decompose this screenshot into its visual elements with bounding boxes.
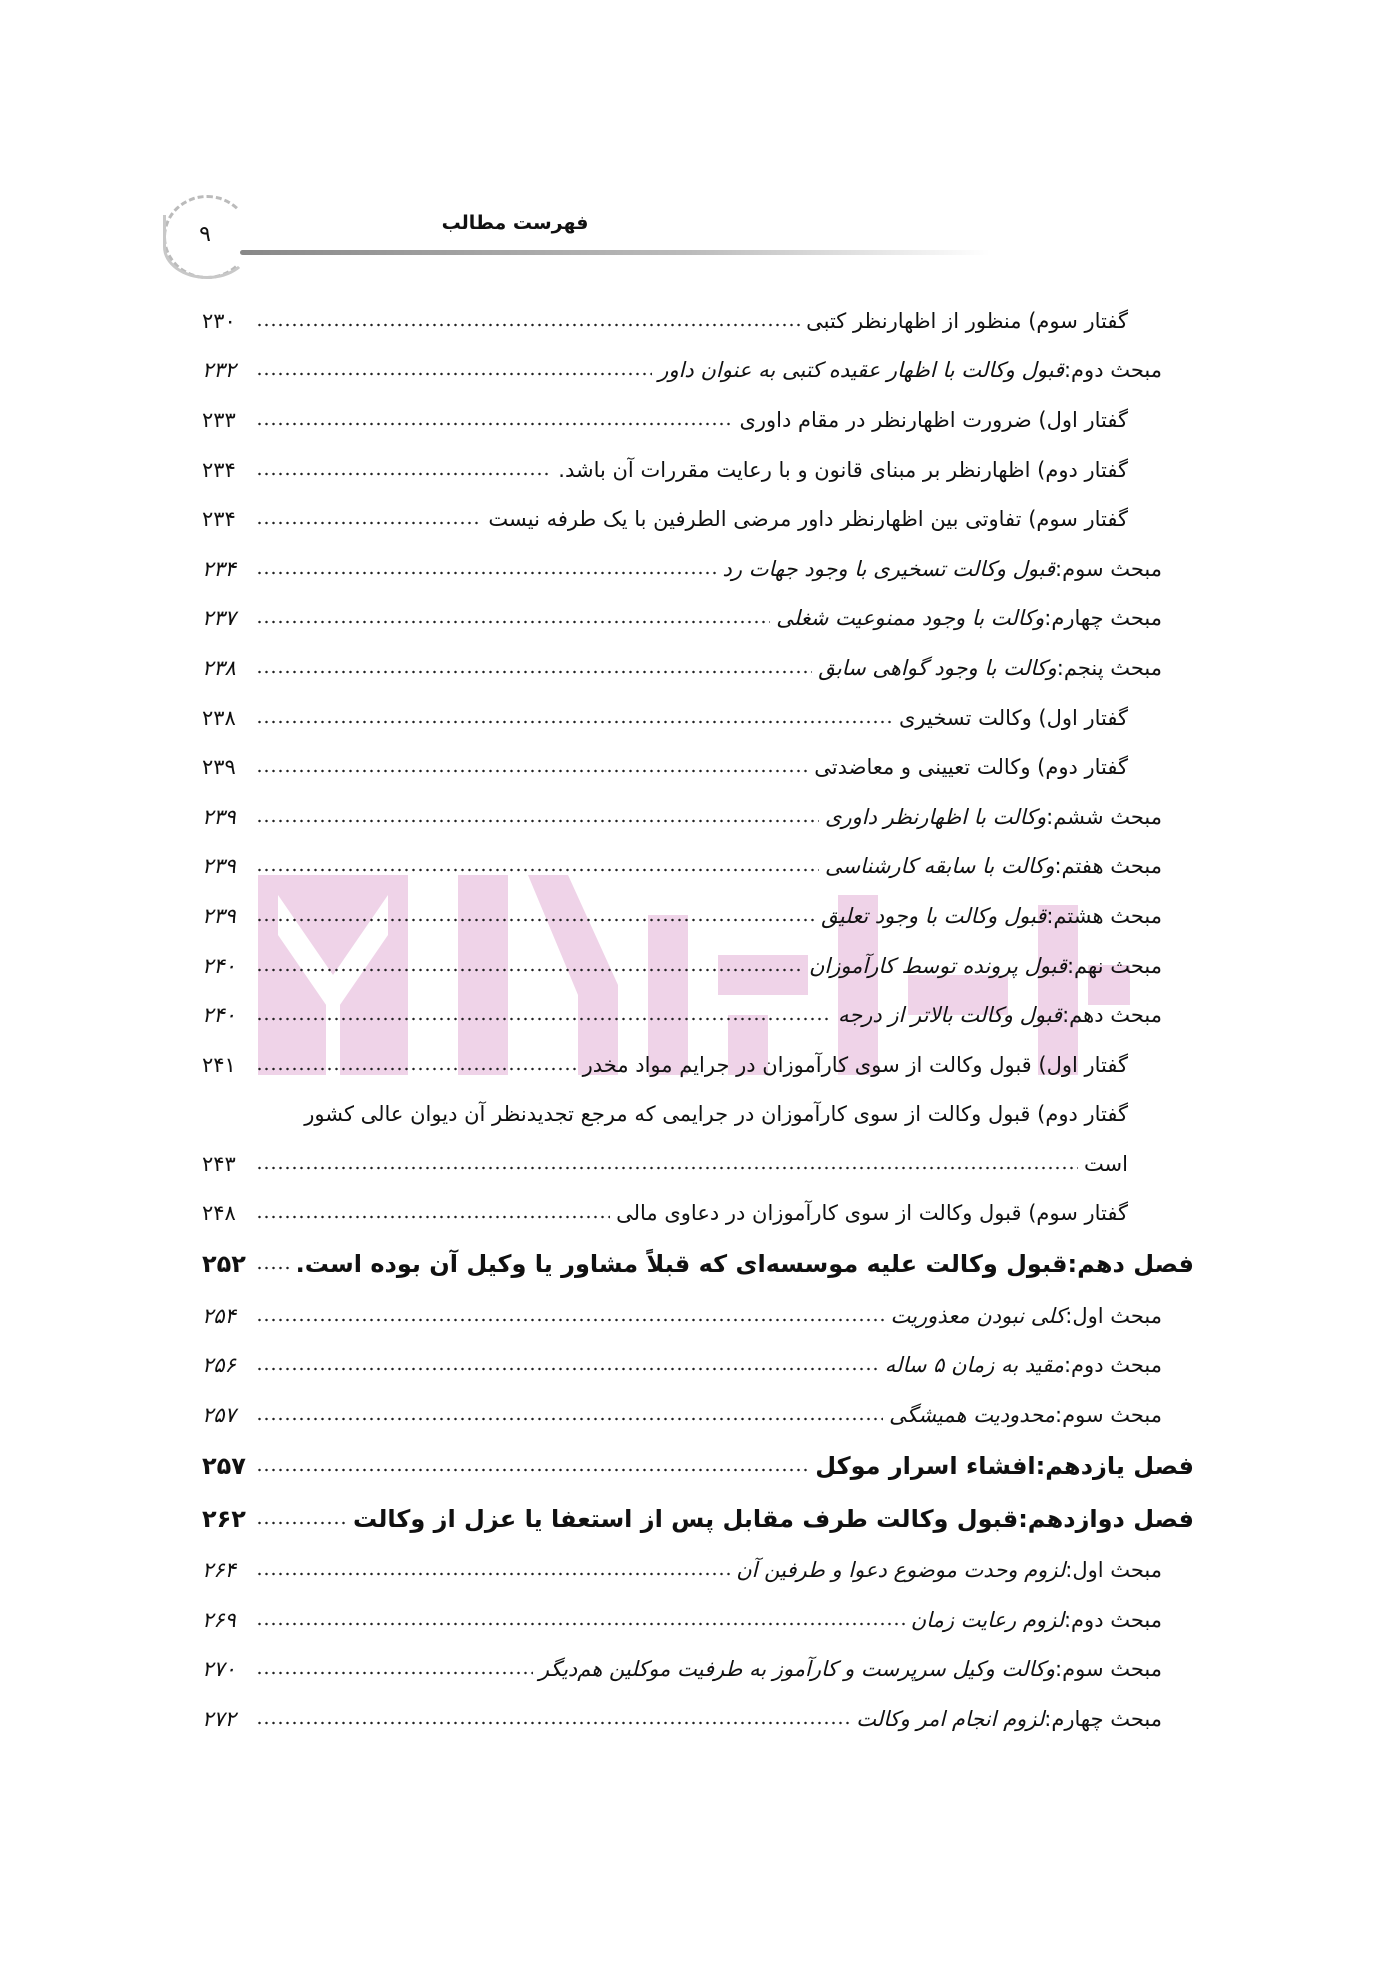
toc-section-entry[interactable] — [202, 1595, 1194, 1645]
dot-leader — [256, 1317, 884, 1323]
toc-page-number: ۲۶۲ — [202, 1504, 246, 1533]
toc-page-number: ۲۵۶ — [202, 1353, 236, 1378]
toc-section-entry[interactable] — [202, 1340, 1194, 1390]
toc-section-entry[interactable] — [202, 842, 1194, 892]
header-rule — [240, 250, 990, 255]
toc-entry-label: مبحث دوم: — [1063, 1607, 1162, 1632]
toc-page-number: ۲۴۳ — [202, 1151, 236, 1176]
toc-subsection-entry[interactable] — [202, 296, 1194, 346]
toc-subsection-entry[interactable] — [202, 1040, 1194, 1090]
toc-section-entry[interactable] — [202, 1694, 1194, 1744]
running-header-title: فهرست مطالب — [441, 212, 589, 234]
page-number: ۹ — [199, 222, 211, 247]
toc-entry-label: مبحث چهارم: — [1044, 606, 1162, 631]
toc-entry-label: مبحث سوم: — [1055, 1657, 1162, 1682]
toc-entry-title: وکالت وکیل سرپرست و کارآموز به طرفیت موکلین هم‌دیگر — [538, 1657, 1056, 1682]
dot-leader — [256, 570, 717, 576]
toc-entry-title: مقید به زمان ۵ ساله — [884, 1353, 1064, 1378]
toc-entry-title: گفتار دوم) وکالت تعیینی و معاضدتی — [814, 755, 1128, 780]
toc-subsection-entry[interactable] — [202, 445, 1194, 495]
toc-page-number: ۲۷۰ — [202, 1657, 236, 1682]
toc-entry-label: مبحث اول: — [1065, 1558, 1162, 1583]
toc-page-number: ۲۳۸ — [202, 705, 236, 730]
dot-leader — [256, 1670, 533, 1676]
toc-entry-title: وکالت با سابقه کارشناسی — [824, 854, 1055, 879]
toc-entry-label: فصل دهم: — [1067, 1250, 1194, 1279]
dot-leader — [256, 619, 770, 625]
toc-entry-label: فصل دوازدهم: — [1018, 1504, 1194, 1533]
toc-section-entry[interactable] — [202, 643, 1194, 693]
toc-entry-title: گفتار اول) وکالت تسخیری — [898, 705, 1128, 730]
toc-page-number: ۲۴۰ — [202, 953, 236, 978]
toc-section-entry[interactable] — [202, 346, 1194, 396]
toc-entry-label: مبحث اول: — [1065, 1303, 1162, 1328]
toc-entry-line — [202, 1139, 1128, 1189]
toc-chapter-entry[interactable] — [202, 1492, 1194, 1545]
toc-entry-title: وکالت با اظهارنظر داوری — [825, 804, 1047, 829]
toc-page-number: ۲۵۴ — [202, 1303, 236, 1328]
toc-section-entry[interactable] — [202, 990, 1194, 1040]
toc-entry-title: محدودیت همیشگی — [889, 1402, 1056, 1427]
toc-entry-title: گفتار اول) ضرورت اظهارنظر در مقام داوری — [739, 407, 1128, 432]
toc-page-number: ۲۴۱ — [202, 1052, 236, 1077]
toc-entry-title: لزوم وحدت موضوع دعوا و طرفین آن — [736, 1558, 1066, 1583]
toc-section-entry[interactable] — [202, 1644, 1194, 1694]
toc-entry-label: مبحث هفتم: — [1054, 854, 1162, 879]
toc-entry-title: قبول وکالت علیه موسسه‌ای که قبلاً مشاور یا وکیل آن بوده است. — [295, 1250, 1068, 1279]
dot-leader — [256, 1467, 809, 1473]
toc-entry-title: گفتار سوم) تفاوتی بین اظهارنظر داور مرضی الطرفین با یک طرفه نیست — [488, 507, 1128, 532]
toc-page-number: ۲۳۸ — [202, 655, 236, 680]
toc-page-number: ۲۷۲ — [202, 1706, 236, 1731]
dot-leader — [256, 1416, 883, 1422]
dot-leader — [256, 1621, 905, 1627]
dot-leader — [256, 1265, 290, 1271]
dot-leader — [256, 1720, 850, 1726]
toc-entry-label: مبحث هشتم: — [1046, 903, 1162, 928]
toc-entry-label: مبحث نهم: — [1066, 953, 1162, 978]
toc-entry-label: فصل یازدهم: — [1035, 1452, 1194, 1481]
toc-section-entry[interactable] — [202, 1291, 1194, 1341]
dot-leader — [256, 1214, 610, 1220]
dot-leader — [256, 1520, 347, 1526]
toc-entry-title: گفتار دوم) قبول وکالت از سوی کارآموزان در جرایمی که مرجع تجدیدنظر آن دیوان عالی کشور — [304, 1102, 1128, 1127]
toc-page-number: ۲۳۴ — [202, 457, 236, 482]
toc-entry-title: لزوم انجام امر وکالت — [856, 1706, 1045, 1731]
dot-leader — [256, 967, 803, 973]
toc-page-number: ۲۳۹ — [202, 804, 236, 829]
toc-entry-title: گفتار سوم) قبول وکالت از سوی کارآموزان در دعاوی مالی — [616, 1201, 1128, 1226]
dot-leader — [256, 917, 815, 923]
toc-entry-title: لزوم رعایت زمان — [910, 1607, 1064, 1632]
dot-leader — [256, 1366, 879, 1372]
toc-page-number: ۲۶۴ — [202, 1558, 236, 1583]
toc-entry-title: وکالت با وجود ممنوعیت شغلی — [776, 606, 1045, 631]
table-of-contents — [202, 296, 1194, 1744]
toc-entry-label: مبحث دوم: — [1063, 358, 1162, 383]
toc-chapter-entry[interactable] — [202, 1440, 1194, 1493]
toc-page-number: ۲۵۲ — [202, 1250, 246, 1279]
toc-entry-title: قبول وکالت تسخیری با وجود جهات رد — [722, 556, 1056, 581]
toc-section-entry[interactable] — [202, 1545, 1194, 1595]
dot-leader — [256, 322, 800, 328]
dot-leader — [256, 1165, 1078, 1171]
toc-subsection-entry[interactable] — [202, 395, 1194, 445]
toc-section-entry[interactable] — [202, 544, 1194, 594]
toc-entry-title: وکالت با وجود گواهی سابق — [818, 655, 1057, 680]
toc-page-number: ۲۳۹ — [202, 755, 236, 780]
toc-entry-title: افشاء اسرار موکل — [815, 1452, 1036, 1481]
dot-leader — [256, 768, 808, 774]
toc-page-number: ۲۴۸ — [202, 1201, 236, 1226]
dot-leader — [256, 1571, 730, 1577]
toc-entry-title: قبول پرونده توسط کارآموزان — [808, 953, 1067, 978]
toc-subsection-entry[interactable] — [202, 1189, 1194, 1239]
toc-page-number: ۲۳۲ — [202, 358, 236, 383]
dot-leader — [256, 1016, 832, 1022]
toc-subsection-entry[interactable] — [202, 693, 1194, 743]
toc-entry-label: مبحث سوم: — [1055, 1402, 1162, 1427]
toc-subsection-entry[interactable] — [202, 494, 1194, 544]
toc-section-entry[interactable] — [202, 891, 1194, 941]
dot-leader — [256, 1066, 577, 1072]
toc-entry-label: مبحث دهم: — [1062, 1003, 1162, 1028]
toc-section-entry[interactable] — [202, 792, 1194, 842]
toc-entry-label: مبحث پنجم: — [1056, 655, 1162, 680]
toc-entry-title: گفتار سوم) منظور از اظهارنظر کتبی — [806, 308, 1128, 333]
toc-page-number: ۲۳۴ — [202, 507, 236, 532]
toc-entry-title: قبول وکالت با اظهار عقیده کتبی به عنوان داور — [658, 358, 1064, 383]
toc-entry-label: مبحث دوم: — [1063, 1353, 1162, 1378]
toc-subsection-entry[interactable] — [202, 742, 1194, 792]
toc-page-number: ۲۵۷ — [202, 1452, 246, 1481]
toc-entry-title: قبول وکالت با وجود تعلیق — [821, 903, 1047, 928]
toc-entry-title-continued: است — [1083, 1151, 1128, 1176]
toc-section-entry[interactable] — [202, 941, 1194, 991]
toc-page-number: ۲۳۰ — [202, 308, 236, 333]
dot-leader — [256, 719, 893, 725]
toc-page-number: ۲۳۹ — [202, 903, 236, 928]
toc-section-entry[interactable] — [202, 1390, 1194, 1440]
toc-page-number: ۲۴۰ — [202, 1003, 236, 1028]
toc-entry-label: مبحث ششم: — [1046, 804, 1162, 829]
toc-page-number: ۲۳۹ — [202, 854, 236, 879]
toc-entry-title: کلی نبودن معذوریت — [890, 1303, 1066, 1328]
dot-leader — [256, 818, 819, 824]
dot-leader — [256, 371, 652, 377]
toc-entry-title: قبول وکالت بالاتر از درجه — [837, 1003, 1063, 1028]
dot-leader — [256, 471, 552, 477]
toc-entry-title: قبول وکالت طرف مقابل پس از استعفا یا عزل از وکالت — [353, 1504, 1019, 1533]
toc-subsection-entry[interactable] — [202, 1090, 1194, 1189]
toc-chapter-entry[interactable] — [202, 1238, 1194, 1291]
toc-entry-label: مبحث سوم: — [1055, 556, 1162, 581]
toc-entry-line — [136, 1090, 1128, 1140]
toc-entry-title: گفتار دوم) اظهارنظر بر مبنای قانون و با رعایت مقررات آن باشد. — [558, 457, 1128, 482]
toc-entry-title: گفتار اول) قبول وکالت از سوی کارآموزان در جرایم مواد مخدر — [582, 1052, 1128, 1077]
toc-entry-label: مبحث چهارم: — [1044, 1706, 1162, 1731]
dot-leader — [256, 867, 819, 873]
dot-leader — [256, 669, 812, 675]
dot-leader — [256, 520, 482, 526]
toc-page-number: ۲۶۹ — [202, 1607, 236, 1632]
toc-page-number: ۲۳۷ — [202, 606, 236, 631]
dot-leader — [256, 421, 733, 427]
toc-section-entry[interactable] — [202, 594, 1194, 644]
toc-page-number: ۲۵۷ — [202, 1402, 236, 1427]
toc-page-number: ۲۳۳ — [202, 407, 236, 432]
toc-page-number: ۲۳۴ — [202, 556, 236, 581]
